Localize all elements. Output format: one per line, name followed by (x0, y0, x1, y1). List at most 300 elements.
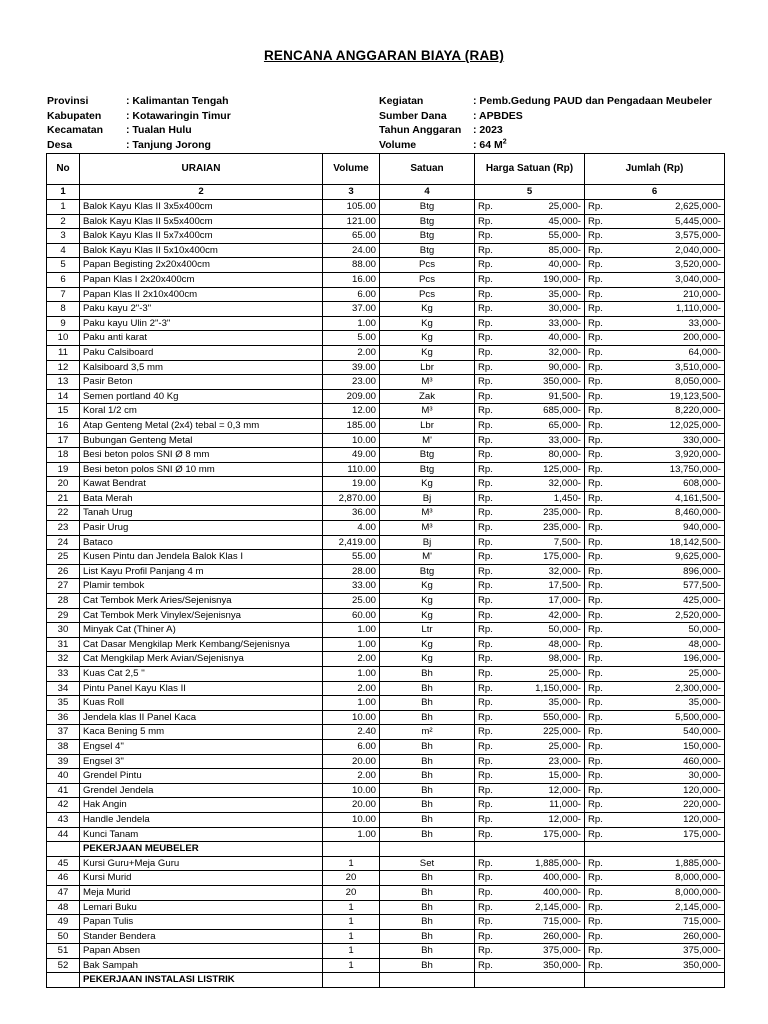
jumlah-amount: 2,300,000- (675, 682, 721, 694)
cell-volume: 88.00 (323, 258, 380, 273)
cell-volume: 33.00 (323, 579, 380, 594)
cell-satuan: Btg (380, 462, 475, 477)
cell-volume: 2.00 (323, 345, 380, 360)
info-block-right (379, 94, 712, 152)
currency-label: Rp. (588, 551, 603, 563)
currency-label: Rp. (478, 405, 493, 417)
cell-jumlah (585, 287, 725, 302)
cell-no: 8 (47, 302, 80, 317)
currency-label: Rp. (588, 449, 603, 461)
cell-satuan: Btg (380, 564, 475, 579)
cell-volume: 2.00 (323, 681, 380, 696)
table-row (47, 258, 725, 273)
cell-no: 29 (47, 608, 80, 623)
empty-cell (585, 842, 725, 857)
harga-amount: 25,000- (548, 740, 581, 752)
cell-volume: 4.00 (323, 521, 380, 536)
harga-amount: 30,000- (548, 303, 581, 315)
cell-volume: 2.00 (323, 769, 380, 784)
cell-jumlah (585, 637, 725, 652)
currency-label: Rp. (478, 332, 493, 344)
cell-uraian: Papan Tulis (80, 915, 323, 930)
cell-no: 35 (47, 696, 80, 711)
cell-no: 22 (47, 506, 80, 521)
currency-label: Rp. (588, 288, 603, 300)
cell-jumlah (585, 448, 725, 463)
cell-harga (475, 550, 585, 565)
currency-label: Rp. (478, 259, 493, 271)
empty-cell (47, 973, 80, 988)
cell-jumlah (585, 856, 725, 871)
cell-jumlah (585, 652, 725, 667)
cell-jumlah (585, 798, 725, 813)
cell-uraian: Semen portland 40 Kg (80, 389, 323, 404)
empty-cell (47, 842, 80, 857)
currency-label: Rp. (478, 711, 493, 723)
cell-uraian: Grendel Pintu (80, 769, 323, 784)
column-number: 2 (80, 185, 323, 200)
currency-label: Rp. (478, 478, 493, 490)
cell-satuan: Bh (380, 929, 475, 944)
currency-label: Rp. (478, 609, 493, 621)
cell-satuan: Kg (380, 594, 475, 609)
cell-no: 38 (47, 739, 80, 754)
jumlah-amount: 715,000- (683, 916, 721, 928)
cell-uraian: Balok Kayu Klas II 5x5x400cm (80, 214, 323, 229)
cell-jumlah (585, 681, 725, 696)
info-label: Kecamatan (47, 124, 104, 136)
cell-no: 44 (47, 827, 80, 842)
table-row (47, 214, 725, 229)
cell-volume: 1 (323, 900, 380, 915)
cell-harga (475, 885, 585, 900)
cell-volume: 10.00 (323, 433, 380, 448)
currency-label: Rp. (478, 303, 493, 315)
currency-label: Rp. (478, 361, 493, 373)
jumlah-amount: 19,123,500- (669, 390, 721, 402)
cell-no: 50 (47, 929, 80, 944)
cell-jumlah (585, 389, 725, 404)
cell-harga (475, 579, 585, 594)
currency-label: Rp. (588, 536, 603, 548)
cell-uraian: Kunci Tanam (80, 827, 323, 842)
harga-amount: 32,000- (548, 478, 581, 490)
currency-label: Rp. (478, 215, 493, 227)
cell-harga (475, 915, 585, 930)
cell-no: 1 (47, 200, 80, 215)
cell-harga (475, 812, 585, 827)
currency-label: Rp. (478, 449, 493, 461)
cell-no: 10 (47, 331, 80, 346)
harga-amount: 35,000- (548, 697, 581, 709)
currency-label: Rp. (588, 361, 603, 373)
currency-label: Rp. (478, 390, 493, 402)
currency-label: Rp. (588, 244, 603, 256)
harga-amount: 45,000- (548, 215, 581, 227)
cell-satuan: Kg (380, 316, 475, 331)
cell-uraian: Stander Bendera (80, 929, 323, 944)
harga-amount: 25,000- (548, 668, 581, 679)
cell-uraian: Bataco (80, 535, 323, 550)
currency-label: Rp. (588, 901, 603, 913)
jumlah-amount: 50,000- (688, 624, 721, 636)
currency-label: Rp. (588, 507, 603, 519)
harga-amount: 190,000- (543, 273, 581, 285)
table-row (47, 725, 725, 740)
cell-volume: 1 (323, 944, 380, 959)
cell-jumlah (585, 594, 725, 609)
table-row (47, 667, 725, 682)
cell-satuan: Bh (380, 900, 475, 915)
cell-no: 33 (47, 667, 80, 682)
currency-label: Rp. (478, 755, 493, 767)
cell-harga (475, 477, 585, 492)
currency-label: Rp. (588, 638, 603, 650)
table-row (47, 302, 725, 317)
cell-no: 18 (47, 448, 80, 463)
table-row (47, 550, 725, 565)
harga-amount: 375,000- (543, 945, 581, 957)
currency-label: Rp. (588, 419, 603, 431)
currency-label: Rp. (478, 288, 493, 300)
jumlah-amount: 220,000- (683, 799, 721, 811)
jumlah-amount: 2,145,000- (675, 901, 721, 913)
cell-volume: 19.00 (323, 477, 380, 492)
cell-satuan: Ltr (380, 623, 475, 638)
harga-amount: 17,500- (548, 580, 581, 592)
jumlah-amount: 608,000- (683, 478, 721, 490)
cell-harga (475, 564, 585, 579)
table-row (47, 885, 725, 900)
section-title: PEKERJAAN INSTALASI LISTRIK (80, 973, 323, 988)
currency-label: Rp. (478, 463, 493, 475)
currency-label: Rp. (588, 930, 603, 942)
cell-jumlah (585, 316, 725, 331)
jumlah-amount: 33,000- (688, 317, 721, 329)
harga-amount: 12,000- (548, 813, 581, 825)
harga-amount: 350,000- (543, 959, 581, 971)
cell-volume: 20.00 (323, 754, 380, 769)
cell-no: 6 (47, 272, 80, 287)
jumlah-amount: 175,000- (683, 828, 721, 840)
cell-jumlah (585, 710, 725, 725)
cell-no: 48 (47, 900, 80, 915)
column-number: 3 (323, 185, 380, 200)
cell-no: 17 (47, 433, 80, 448)
info-value: : 64 $M^2$ (473, 138, 507, 151)
cell-uraian: Kawat Bendrat (80, 477, 323, 492)
currency-label: Rp. (588, 945, 603, 957)
cell-jumlah (585, 885, 725, 900)
cell-volume: 16.00 (323, 272, 380, 287)
currency-label: Rp. (588, 711, 603, 723)
harga-amount: 17,000- (548, 595, 581, 607)
header-no: No (47, 154, 80, 185)
cell-satuan: Set (380, 856, 475, 871)
currency-label: Rp. (478, 813, 493, 825)
cell-uraian: Paku kayu Ulin 2"-3" (80, 316, 323, 331)
cell-volume: 1 (323, 915, 380, 930)
currency-label: Rp. (478, 945, 493, 957)
cell-uraian: Pintu Panel Kayu Klas II (80, 681, 323, 696)
harga-amount: 125,000- (543, 463, 581, 475)
header-satuan: Satuan (380, 154, 475, 185)
cell-no: 42 (47, 798, 80, 813)
jumlah-amount: 120,000- (683, 813, 721, 825)
cell-jumlah (585, 725, 725, 740)
cell-harga (475, 783, 585, 798)
harga-amount: 50,000- (548, 624, 581, 636)
jumlah-amount: 4,161,500- (675, 492, 721, 504)
harga-amount: 91,500- (548, 390, 581, 402)
cell-satuan: Bh (380, 812, 475, 827)
cell-volume: 1.00 (323, 623, 380, 638)
cell-jumlah (585, 506, 725, 521)
cell-satuan: Btg (380, 200, 475, 215)
cell-harga (475, 652, 585, 667)
rab-table (46, 153, 725, 988)
currency-label: Rp. (588, 770, 603, 782)
table-row (47, 375, 725, 390)
info-value: : APBDES (473, 109, 523, 122)
cell-volume: 20 (323, 871, 380, 886)
header-harga-satuan: Harga Satuan (Rp) (475, 154, 585, 185)
cell-satuan: Bh (380, 798, 475, 813)
cell-harga (475, 491, 585, 506)
empty-cell (475, 973, 585, 988)
table-row (47, 433, 725, 448)
currency-label: Rp. (588, 273, 603, 285)
cell-jumlah (585, 418, 725, 433)
cell-satuan: M³ (380, 521, 475, 536)
cell-harga (475, 710, 585, 725)
cell-harga (475, 754, 585, 769)
cell-volume: 20 (323, 885, 380, 900)
harga-amount: 550,000- (543, 711, 581, 723)
currency-label: Rp. (588, 916, 603, 928)
table-row (47, 783, 725, 798)
currency-label: Rp. (478, 376, 493, 388)
harga-amount: 55,000- (548, 230, 581, 242)
harga-amount: 685,000- (543, 405, 581, 417)
currency-label: Rp. (588, 492, 603, 504)
cell-uraian: Jendela klas II Panel Kaca (80, 710, 323, 725)
jumlah-amount: 196,000- (683, 653, 721, 665)
cell-uraian: Cat Tembok Merk Aries/Sejenisnya (80, 594, 323, 609)
cell-uraian: Kaca Bening 5 mm (80, 725, 323, 740)
cell-satuan: Bh (380, 915, 475, 930)
table-row (47, 360, 725, 375)
column-number: 6 (585, 185, 725, 200)
currency-label: Rp. (478, 595, 493, 607)
harga-amount: 90,000- (548, 361, 581, 373)
cell-satuan: Kg (380, 652, 475, 667)
cell-harga (475, 739, 585, 754)
cell-uraian: Balok Kayu Klas II 5x7x400cm (80, 229, 323, 244)
cell-harga (475, 448, 585, 463)
cell-harga (475, 827, 585, 842)
section-row (47, 973, 725, 988)
cell-jumlah (585, 696, 725, 711)
harga-amount: 1,450- (553, 492, 581, 504)
cell-uraian: Cat Tembok Merk Vinylex/Sejenisnya (80, 608, 323, 623)
table-row (47, 929, 725, 944)
cell-harga (475, 725, 585, 740)
currency-label: Rp. (588, 522, 603, 534)
cell-jumlah (585, 345, 725, 360)
cell-no: 31 (47, 637, 80, 652)
harga-amount: 23,000- (548, 755, 581, 767)
cell-no: 27 (47, 579, 80, 594)
cell-no: 9 (47, 316, 80, 331)
cell-uraian: Kursi Guru+Meja Guru (80, 856, 323, 871)
cell-uraian: Cat Dasar Mengkilap Merk Kembang/Sejenisnya (80, 637, 323, 652)
cell-volume: 1 (323, 958, 380, 973)
cell-uraian: Paku Calsiboard (80, 345, 323, 360)
table-row (47, 448, 725, 463)
harga-amount: 42,000- (548, 609, 581, 621)
cell-uraian: Pasir Beton (80, 375, 323, 390)
currency-label: Rp. (478, 770, 493, 782)
cell-uraian: Bata Merah (80, 491, 323, 506)
info-row-volume (379, 138, 712, 153)
cell-harga (475, 331, 585, 346)
jumlah-amount: 375,000- (683, 945, 721, 957)
table-row (47, 477, 725, 492)
cell-uraian: Plamir tembok (80, 579, 323, 594)
cell-no: 16 (47, 418, 80, 433)
cell-volume: 37.00 (323, 302, 380, 317)
table-row (47, 798, 725, 813)
currency-label: Rp. (478, 872, 493, 884)
currency-label: Rp. (588, 346, 603, 358)
jumlah-amount: 3,575,000- (675, 230, 721, 242)
info-label: Desa (47, 138, 73, 151)
harga-amount: 7,500- (553, 536, 581, 548)
harga-amount: 235,000- (543, 507, 581, 519)
table-row (47, 200, 725, 215)
harga-amount: 35,000- (548, 288, 581, 300)
currency-label: Rp. (588, 784, 603, 796)
currency-label: Rp. (588, 872, 603, 884)
jumlah-amount: 200,000- (683, 332, 721, 344)
cell-no: 51 (47, 944, 80, 959)
cell-no: 30 (47, 623, 80, 638)
cell-harga (475, 696, 585, 711)
cell-no: 46 (47, 871, 80, 886)
harga-amount: 33,000- (548, 434, 581, 446)
cell-no: 24 (47, 535, 80, 550)
currency-label: Rp. (478, 565, 493, 577)
cell-satuan: Bh (380, 739, 475, 754)
cell-jumlah (585, 944, 725, 959)
info-row-tahun-anggaran (379, 123, 712, 138)
harga-amount: 32,000- (548, 346, 581, 358)
cell-uraian: Papan Klas II 2x10x400cm (80, 287, 323, 302)
jumlah-amount: 120,000- (683, 784, 721, 796)
currency-label: Rp. (588, 201, 603, 212)
cell-volume: 5.00 (323, 331, 380, 346)
cell-harga (475, 433, 585, 448)
cell-satuan: Bh (380, 944, 475, 959)
cell-harga (475, 900, 585, 915)
harga-amount: 225,000- (543, 726, 581, 738)
table-row (47, 754, 725, 769)
cell-satuan: M' (380, 550, 475, 565)
cell-volume: 60.00 (323, 608, 380, 623)
currency-label: Rp. (588, 799, 603, 811)
cell-volume: 2,870.00 (323, 491, 380, 506)
jumlah-amount: 460,000- (683, 755, 721, 767)
cell-satuan: m² (380, 725, 475, 740)
cell-uraian: Meja Murid (80, 885, 323, 900)
table-row (47, 900, 725, 915)
cell-jumlah (585, 900, 725, 915)
harga-amount: 175,000- (543, 828, 581, 840)
info-value: : Tualan Hulu (126, 124, 192, 136)
jumlah-amount: 2,625,000- (675, 201, 721, 212)
cell-volume: 39.00 (323, 360, 380, 375)
section-row (47, 842, 725, 857)
currency-label: Rp. (588, 215, 603, 227)
cell-satuan: Pcs (380, 272, 475, 287)
column-number: 4 (380, 185, 475, 200)
cell-jumlah (585, 258, 725, 273)
cell-jumlah (585, 827, 725, 842)
jumlah-amount: 896,000- (683, 565, 721, 577)
cell-jumlah (585, 783, 725, 798)
cell-harga (475, 389, 585, 404)
jumlah-amount: 8,220,000- (675, 405, 721, 417)
cell-jumlah (585, 200, 725, 215)
jumlah-amount: 2,040,000- (675, 244, 721, 256)
cell-volume: 2.40 (323, 725, 380, 740)
harga-amount: 80,000- (548, 449, 581, 461)
cell-jumlah (585, 491, 725, 506)
cell-no: 19 (47, 462, 80, 477)
cell-satuan: Bh (380, 958, 475, 973)
currency-label: Rp. (478, 697, 493, 709)
cell-jumlah (585, 667, 725, 682)
cell-uraian: Pasir Urug (80, 521, 323, 536)
cell-uraian: Minyak Cat (Thiner A) (80, 623, 323, 638)
table-row (47, 594, 725, 609)
jumlah-amount: 210,000- (683, 288, 721, 300)
header-jumlah: Jumlah (Rp) (585, 154, 725, 185)
currency-label: Rp. (588, 580, 603, 592)
table-row (47, 871, 725, 886)
cell-jumlah (585, 229, 725, 244)
harga-amount: 40,000- (548, 332, 581, 344)
cell-uraian: Koral 1/2 cm (80, 404, 323, 419)
table-row (47, 915, 725, 930)
superscript: 2 (502, 138, 507, 145)
jumlah-amount: 5,500,000- (675, 711, 721, 723)
cell-no: 32 (47, 652, 80, 667)
cell-no: 12 (47, 360, 80, 375)
cell-harga (475, 258, 585, 273)
currency-label: Rp. (478, 682, 493, 694)
info-value: : Pemb.Gedung PAUD dan Pengadaan Meubeler (473, 95, 713, 107)
cell-jumlah (585, 462, 725, 477)
currency-label: Rp. (588, 959, 603, 971)
info-row-provinsi (47, 94, 231, 109)
cell-volume: 2,419.00 (323, 535, 380, 550)
cell-uraian: Cat Mengkilap Merk Avian/Sejenisnya (80, 652, 323, 667)
cell-satuan: Lbr (380, 360, 475, 375)
cell-no: 20 (47, 477, 80, 492)
table-header-row (47, 154, 725, 185)
